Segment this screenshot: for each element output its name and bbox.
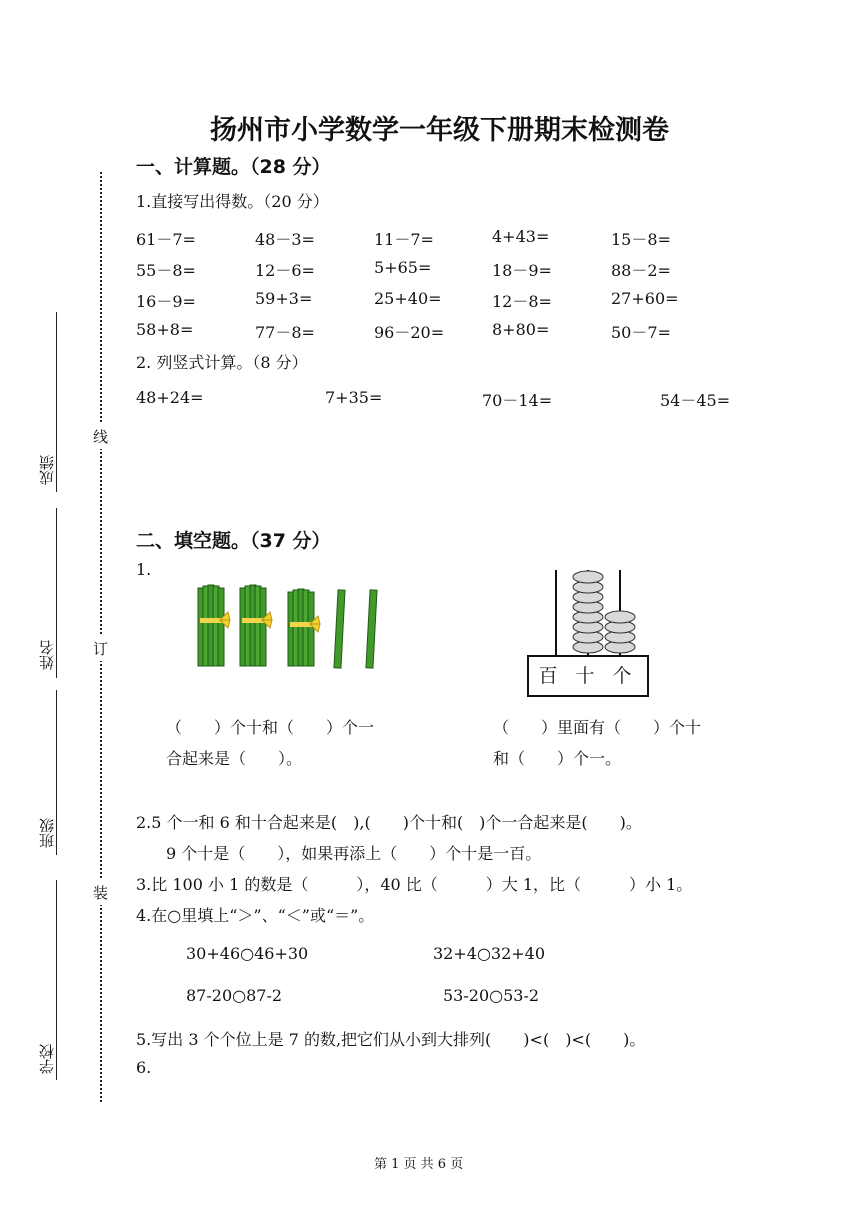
- calc-item: 96－20=: [374, 323, 445, 342]
- calc-item: 58+8=: [136, 320, 194, 339]
- vertical-calc-item: 70－14=: [482, 391, 553, 410]
- calc-row: [136, 258, 736, 278]
- calc-item: 55－8=: [136, 261, 196, 280]
- compare-item: 32+4○32+40: [433, 944, 546, 963]
- section1-heading: 一、计算题。（28 分）: [136, 156, 331, 178]
- name-blank: [56, 508, 57, 678]
- calc-item: 15－8=: [611, 230, 671, 249]
- page-title: 扬州市小学数学一年级下册期末检测卷: [210, 115, 669, 146]
- calc-item: 48－3=: [255, 230, 315, 249]
- q1-right-line1: （ ）里面有（ ）个十: [493, 718, 702, 737]
- stick-bundle: [198, 585, 230, 666]
- q5-text: 5.写出 3 个个位上是 7 的数,把它们从小到大排列( )<( )<( )。: [136, 1030, 646, 1049]
- q1-number: 1.: [136, 560, 152, 579]
- q1-left-line2: 合起来是（ ）。: [166, 749, 303, 768]
- q1-right-line2: 和（ ）个一。: [493, 749, 622, 768]
- calc-item: 5+65=: [374, 258, 432, 277]
- school-label: 学校: [38, 1044, 56, 1074]
- compare-item: 30+46○46+30: [186, 944, 309, 963]
- q2-line1: 2.5 个一和 6 和十合起来是( ),( )个十和( )个一合起来是( )。: [136, 813, 642, 832]
- section2-heading: 二、填空题。（37 分）: [136, 530, 331, 552]
- vertical-calc-item: 48+24=: [136, 388, 204, 407]
- q2-label: 2. 列竖式计算。（8 分）: [136, 353, 308, 372]
- calc-item: 77－8=: [255, 323, 315, 342]
- calc-row: [136, 320, 736, 340]
- score-blank: [56, 312, 57, 492]
- compare-item: 53-20○53-2: [443, 986, 540, 1005]
- q6-number: 6.: [136, 1058, 152, 1077]
- compare-item: 87-20○87-2: [186, 986, 283, 1005]
- sticks-illustration: [190, 582, 390, 672]
- calc-item: 16－9=: [136, 292, 196, 311]
- q3-text: 3.比 100 小 1 的数是（ ），40 比（ ）大 1，比（ ）小 1。: [136, 875, 693, 894]
- vertical-calc-item: 54－45=: [660, 391, 731, 410]
- class-blank: [56, 690, 57, 855]
- single-stick: [366, 590, 377, 668]
- class-label: 班级: [38, 818, 56, 848]
- name-label: 姓名: [38, 640, 56, 670]
- vertical-calc-item: 7+35=: [325, 388, 383, 407]
- binding-mark-line: 线: [93, 424, 108, 449]
- calc-row: [136, 289, 736, 309]
- calc-item: 11－7=: [374, 230, 434, 249]
- q4-label: 4.在○里填上“＞”、“＜”或“＝”。: [136, 906, 375, 925]
- q1-label: 1.直接写出得数。（20 分）: [136, 192, 329, 211]
- abacus-place-label: 百 十 个: [527, 655, 649, 697]
- page-footer: 第 1 页 共 6 页: [374, 1157, 464, 1172]
- calc-item: 61－7=: [136, 230, 196, 249]
- calc-item: 25+40=: [374, 289, 442, 308]
- binding-mark-bind: 装: [93, 880, 108, 905]
- abacus-illustration: [526, 568, 650, 658]
- q1-left-line1: （ ）个十和（ ）个一: [166, 718, 375, 737]
- calc-item: 59+3=: [255, 289, 313, 308]
- calc-item: 18－9=: [492, 261, 552, 280]
- stick-bundle: [288, 589, 320, 666]
- calc-row: [136, 227, 736, 247]
- calc-item: 50－7=: [611, 323, 671, 342]
- single-stick: [334, 590, 345, 668]
- calc-item: 12－6=: [255, 261, 315, 280]
- q2-line2: 9 个十是（ ），如果再添上（ ）个十是一百。: [166, 844, 542, 863]
- calc-item: 88－2=: [611, 261, 671, 280]
- vertical-calc-row: [136, 388, 756, 408]
- calc-item: 27+60=: [611, 289, 679, 308]
- binding-mark-staple: 订: [93, 636, 108, 661]
- calc-item: 12－8=: [492, 292, 552, 311]
- calc-item: 4+43=: [492, 227, 550, 246]
- calc-item: 8+80=: [492, 320, 550, 339]
- score-label: 成绩: [38, 455, 56, 485]
- school-blank: [56, 880, 57, 1080]
- stick-bundle: [240, 585, 272, 666]
